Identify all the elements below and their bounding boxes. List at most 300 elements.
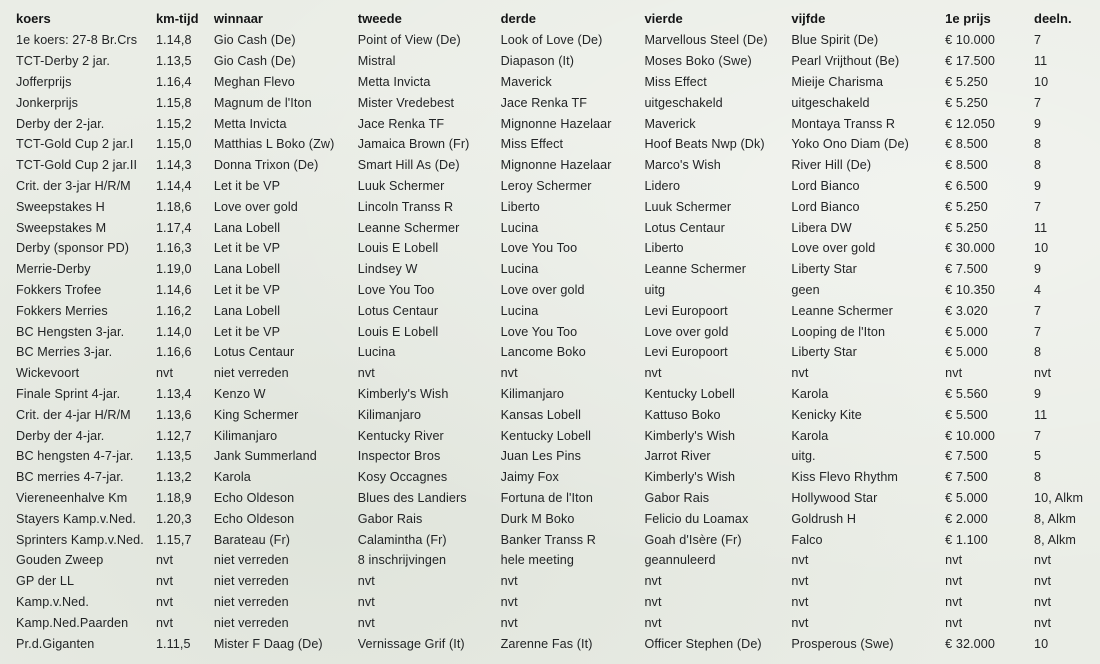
cell-derde: Kilimanjaro bbox=[500, 386, 565, 401]
table-row bbox=[16, 134, 1100, 155]
cell-tweede: Calamintha (Fr) bbox=[357, 532, 447, 547]
cell-1e-prijs: € 8.500 bbox=[945, 158, 988, 173]
cell-deeln: nvt bbox=[1034, 366, 1052, 381]
cell-tweede: Kosy Occagnes bbox=[357, 470, 448, 485]
cell-winnaar: niet verreden bbox=[213, 594, 289, 609]
cell-km-tijd: 1.14,8 bbox=[155, 33, 192, 48]
cell-1e-prijs: € 32.000 bbox=[945, 636, 995, 651]
cell-1e-prijs: € 5.000 bbox=[945, 345, 988, 360]
cell-derde: Look of Love (De) bbox=[500, 33, 603, 48]
cell-derde: Mignonne Hazelaar bbox=[500, 158, 612, 173]
cell-vierde: Goah d'Isère (Fr) bbox=[644, 532, 742, 547]
table-row bbox=[16, 571, 1100, 592]
cell-winnaar: Let it be VP bbox=[213, 178, 281, 193]
cell-derde: Love over gold bbox=[500, 282, 585, 297]
cell-km-tijd: 1.14,6 bbox=[155, 282, 192, 297]
cell-koers: Gouden Zweep bbox=[16, 553, 104, 568]
cell-deeln: 7 bbox=[1034, 33, 1042, 48]
cell-koers: Crit. der 4-jar H/R/M bbox=[16, 407, 131, 422]
cell-deeln: 4 bbox=[1034, 282, 1042, 297]
cell-koers: Crit. der 3-jar H/R/M bbox=[16, 178, 131, 193]
cell-deeln: 7 bbox=[1034, 95, 1042, 110]
table-row bbox=[16, 280, 1100, 301]
cell-derde: Fortuna de l'Iton bbox=[500, 490, 593, 505]
cell-deeln: 9 bbox=[1034, 386, 1042, 401]
cell-1e-prijs: nvt bbox=[945, 553, 963, 568]
cell-km-tijd: 1.19,0 bbox=[155, 262, 192, 277]
cell-derde: Durk M Boko bbox=[500, 511, 575, 526]
cell-vijfde: nvt bbox=[791, 615, 809, 630]
cell-tweede: Mister Vredebest bbox=[357, 95, 455, 110]
cell-km-tijd: nvt bbox=[155, 615, 174, 630]
cell-vijfde: Karola bbox=[791, 386, 829, 401]
cell-tweede: Lindsey W bbox=[357, 262, 418, 277]
table-row bbox=[16, 592, 1100, 613]
cell-deeln: nvt bbox=[1034, 553, 1052, 568]
cell-tweede: Kimberly's Wish bbox=[357, 386, 449, 401]
table-row bbox=[16, 72, 1100, 93]
cell-winnaar: Metta Invicta bbox=[213, 116, 287, 131]
cell-tweede: nvt bbox=[357, 574, 375, 589]
cell-winnaar: niet verreden bbox=[213, 574, 289, 589]
cell-derde: Juan Les Pins bbox=[500, 449, 582, 464]
cell-vierde: uitg bbox=[644, 282, 666, 297]
cell-vierde: Moses Boko (Swe) bbox=[644, 54, 752, 69]
cell-koers: Merrie-Derby bbox=[16, 262, 91, 277]
cell-vijfde: Pearl Vrijthout (Be) bbox=[791, 54, 900, 69]
cell-winnaar: Love over gold bbox=[213, 199, 298, 214]
cell-vierde: nvt bbox=[644, 574, 662, 589]
cell-winnaar: Jank Summerland bbox=[213, 449, 317, 464]
cell-koers: BC Hengsten 3-jar. bbox=[16, 324, 125, 339]
cell-winnaar: Lana Lobell bbox=[213, 262, 281, 277]
cell-koers: Kamp.v.Ned. bbox=[16, 594, 89, 609]
header-tweede: tweede bbox=[357, 10, 402, 26]
cell-vijfde: geen bbox=[791, 282, 820, 297]
cell-vijfde: River Hill (De) bbox=[791, 158, 872, 173]
cell-koers: Jofferprijs bbox=[16, 74, 72, 89]
cell-tweede: Smart Hill As (De) bbox=[357, 158, 460, 173]
cell-km-tijd: 1.16,6 bbox=[155, 345, 192, 360]
cell-winnaar: Let it be VP bbox=[213, 282, 281, 297]
cell-vierde: Levi Europoort bbox=[644, 345, 728, 360]
cell-vijfde: Mieije Charisma bbox=[791, 74, 884, 89]
cell-vierde: Kimberly's Wish bbox=[644, 470, 736, 485]
cell-deeln: nvt bbox=[1034, 615, 1052, 630]
table-row bbox=[16, 51, 1100, 72]
cell-vierde: Liberto bbox=[644, 241, 684, 256]
cell-koers: BC Merries 3-jar. bbox=[16, 345, 113, 360]
table-row bbox=[16, 176, 1100, 197]
cell-1e-prijs: € 7.500 bbox=[945, 470, 988, 485]
cell-vijfde: nvt bbox=[791, 366, 809, 381]
cell-vierde: Marco's Wish bbox=[644, 158, 721, 173]
table-row bbox=[16, 404, 1100, 425]
cell-derde: Lucina bbox=[500, 262, 539, 277]
cell-winnaar: Donna Trixon (De) bbox=[213, 158, 319, 173]
cell-deeln: 9 bbox=[1034, 178, 1042, 193]
table-row bbox=[16, 550, 1100, 571]
cell-deeln: 9 bbox=[1034, 116, 1042, 131]
cell-winnaar: Mister F Daag (De) bbox=[213, 636, 323, 651]
cell-deeln: 9 bbox=[1034, 262, 1042, 277]
cell-winnaar: Kenzo W bbox=[213, 386, 266, 401]
cell-winnaar: Lotus Centaur bbox=[213, 345, 295, 360]
cell-vijfde: Libera DW bbox=[791, 220, 852, 235]
header-vierde: vierde bbox=[644, 10, 683, 26]
cell-deeln: 10 bbox=[1034, 74, 1049, 89]
cell-deeln: 5 bbox=[1034, 449, 1042, 464]
cell-tweede: Jace Renka TF bbox=[357, 116, 445, 131]
cell-tweede: Vernissage Grif (It) bbox=[357, 636, 465, 651]
cell-deeln: 10 bbox=[1034, 241, 1049, 256]
cell-tweede: Louis E Lobell bbox=[357, 324, 439, 339]
cell-vijfde: Love over gold bbox=[791, 241, 876, 256]
header-koers: koers bbox=[16, 10, 51, 26]
cell-koers: 1e koers: 27-8 Br.Crs bbox=[16, 33, 138, 48]
cell-tweede: Louis E Lobell bbox=[357, 241, 439, 256]
cell-1e-prijs: € 5.250 bbox=[945, 220, 988, 235]
cell-vijfde: Lord Bianco bbox=[791, 199, 860, 214]
cell-km-tijd: 1.16,3 bbox=[155, 241, 192, 256]
cell-derde: nvt bbox=[500, 615, 518, 630]
cell-tweede: Point of View (De) bbox=[357, 33, 461, 48]
table-row bbox=[16, 217, 1100, 238]
header-winnaar: winnaar bbox=[213, 10, 263, 26]
table-row bbox=[16, 92, 1100, 113]
cell-winnaar: Magnum de l'Iton bbox=[213, 95, 312, 110]
cell-winnaar: Echo Oldeson bbox=[213, 511, 295, 526]
cell-winnaar: Barateau (Fr) bbox=[213, 532, 291, 547]
cell-vierde: Felicio du Loamax bbox=[644, 511, 749, 526]
cell-derde: Lucina bbox=[500, 220, 539, 235]
cell-tweede: Gabor Rais bbox=[357, 511, 423, 526]
cell-vierde: Hoof Beats Nwp (Dk) bbox=[644, 137, 765, 152]
cell-km-tijd: 1.15,0 bbox=[155, 137, 192, 152]
cell-tweede: nvt bbox=[357, 615, 375, 630]
cell-1e-prijs: € 10.000 bbox=[945, 33, 995, 48]
cell-deeln: 8, Alkm bbox=[1034, 532, 1076, 547]
cell-koers: Sweepstakes H bbox=[16, 199, 105, 214]
cell-winnaar: King Schermer bbox=[213, 407, 299, 422]
table-row bbox=[16, 155, 1100, 176]
cell-tweede: Jamaica Brown (Fr) bbox=[357, 137, 470, 152]
header-derde: derde bbox=[500, 10, 537, 26]
cell-winnaar: Let it be VP bbox=[213, 241, 281, 256]
cell-tweede: Leanne Schermer bbox=[357, 220, 460, 235]
cell-1e-prijs: € 10.350 bbox=[945, 282, 995, 297]
table-row bbox=[16, 363, 1100, 384]
table-body bbox=[16, 30, 1100, 654]
cell-derde: Jaimy Fox bbox=[500, 470, 559, 485]
cell-vijfde: Kiss Flevo Rhythm bbox=[791, 470, 899, 485]
cell-km-tijd: 1.17,4 bbox=[155, 220, 192, 235]
cell-winnaar: Lana Lobell bbox=[213, 220, 281, 235]
cell-deeln: 11 bbox=[1034, 220, 1048, 235]
cell-tweede: Lincoln Transs R bbox=[357, 199, 454, 214]
cell-derde: Lucina bbox=[500, 303, 539, 318]
cell-vijfde: nvt bbox=[791, 574, 809, 589]
cell-vijfde: uitgeschakeld bbox=[791, 95, 870, 110]
cell-derde: Banker Transs R bbox=[500, 532, 596, 547]
cell-derde: Lancome Boko bbox=[500, 345, 586, 360]
cell-vierde: Lotus Centaur bbox=[644, 220, 725, 235]
cell-tweede: Love You Too bbox=[357, 282, 435, 297]
cell-km-tijd: 1.11,5 bbox=[155, 636, 191, 651]
cell-km-tijd: nvt bbox=[155, 366, 174, 381]
cell-winnaar: niet verreden bbox=[213, 553, 289, 568]
cell-derde: Mignonne Hazelaar bbox=[500, 116, 612, 131]
cell-derde: nvt bbox=[500, 366, 518, 381]
cell-km-tijd: 1.13,5 bbox=[155, 54, 192, 69]
cell-deeln: 8 bbox=[1034, 158, 1042, 173]
header-1e-prijs: 1e prijs bbox=[945, 10, 991, 26]
cell-vijfde: uitg. bbox=[791, 449, 816, 464]
cell-km-tijd: 1.15,8 bbox=[155, 95, 192, 110]
cell-vijfde: Yoko Ono Diam (De) bbox=[791, 137, 909, 152]
table-row bbox=[16, 425, 1100, 446]
cell-deeln: 7 bbox=[1034, 199, 1042, 214]
cell-km-tijd: 1.18,6 bbox=[155, 199, 192, 214]
cell-koers: BC hengsten 4-7-jar. bbox=[16, 449, 134, 464]
cell-winnaar: Matthias L Boko (Zw) bbox=[213, 137, 335, 152]
cell-km-tijd: nvt bbox=[155, 594, 174, 609]
cell-vijfde: Falco bbox=[791, 532, 823, 547]
cell-1e-prijs: € 5.500 bbox=[945, 407, 988, 422]
cell-koers: Derby der 2-jar. bbox=[16, 116, 105, 131]
cell-koers: Viereneenhalve Km bbox=[16, 490, 128, 505]
cell-vijfde: Liberty Star bbox=[791, 345, 857, 360]
cell-derde: Love You Too bbox=[500, 324, 578, 339]
table-row bbox=[16, 488, 1100, 509]
cell-deeln: 7 bbox=[1034, 303, 1042, 318]
cell-winnaar: Gio Cash (De) bbox=[213, 33, 296, 48]
cell-km-tijd: 1.16,2 bbox=[155, 303, 192, 318]
cell-tweede: Lotus Centaur bbox=[357, 303, 439, 318]
header-vijfde: vijfde bbox=[791, 10, 826, 26]
cell-vierde: Marvellous Steel (De) bbox=[644, 33, 768, 48]
cell-koers: Fokkers Merries bbox=[16, 303, 108, 318]
cell-km-tijd: 1.14,0 bbox=[155, 324, 192, 339]
cell-vijfde: Goldrush H bbox=[791, 511, 857, 526]
cell-deeln: 10, Alkm bbox=[1034, 490, 1084, 505]
table-row bbox=[16, 612, 1100, 633]
cell-1e-prijs: € 5.000 bbox=[945, 490, 988, 505]
cell-derde: nvt bbox=[500, 594, 518, 609]
cell-derde: Miss Effect bbox=[500, 137, 564, 152]
cell-deeln: nvt bbox=[1034, 594, 1052, 609]
cell-deeln: 8 bbox=[1034, 470, 1042, 485]
cell-vijfde: Prosperous (Swe) bbox=[791, 636, 894, 651]
cell-km-tijd: 1.15,7 bbox=[155, 532, 192, 547]
cell-vijfde: Kenicky Kite bbox=[791, 407, 862, 422]
cell-derde: hele meeting bbox=[500, 553, 574, 568]
cell-deeln: 11 bbox=[1034, 407, 1048, 422]
cell-1e-prijs: € 17.500 bbox=[945, 54, 995, 69]
cell-koers: Derby der 4-jar. bbox=[16, 428, 105, 443]
header-km-tijd: km-tijd bbox=[155, 10, 199, 26]
cell-deeln: 7 bbox=[1034, 324, 1042, 339]
cell-km-tijd: nvt bbox=[155, 553, 174, 568]
cell-winnaar: Meghan Flevo bbox=[213, 74, 295, 89]
cell-koers: TCT-Derby 2 jar. bbox=[16, 54, 110, 69]
cell-1e-prijs: € 5.250 bbox=[945, 95, 988, 110]
cell-vierde: Gabor Rais bbox=[644, 490, 710, 505]
table-header-row bbox=[16, 6, 1100, 30]
cell-tweede: Mistral bbox=[357, 54, 396, 69]
cell-winnaar: niet verreden bbox=[213, 615, 289, 630]
cell-vierde: Officer Stephen (De) bbox=[644, 636, 762, 651]
cell-vierde: Leanne Schermer bbox=[644, 262, 747, 277]
table-row bbox=[16, 321, 1100, 342]
cell-vijfde: Karola bbox=[791, 428, 829, 443]
cell-koers: Derby (sponsor PD) bbox=[16, 241, 130, 256]
table-row bbox=[16, 384, 1100, 405]
cell-derde: nvt bbox=[500, 574, 518, 589]
cell-1e-prijs: € 5.000 bbox=[945, 324, 988, 339]
cell-deeln: 10 bbox=[1034, 636, 1049, 651]
cell-1e-prijs: € 3.020 bbox=[945, 303, 988, 318]
cell-koers: Jonkerprijs bbox=[16, 95, 78, 110]
cell-vierde: nvt bbox=[644, 615, 662, 630]
cell-1e-prijs: € 2.000 bbox=[945, 511, 988, 526]
cell-vierde: Kimberly's Wish bbox=[644, 428, 736, 443]
cell-km-tijd: 1.13,4 bbox=[155, 386, 192, 401]
cell-winnaar: Let it be VP bbox=[213, 324, 281, 339]
cell-vierde: Kattuso Boko bbox=[644, 407, 721, 422]
table-row bbox=[16, 259, 1100, 280]
table-row bbox=[16, 508, 1100, 529]
cell-tweede: Lucina bbox=[357, 345, 396, 360]
cell-koers: Fokkers Trofee bbox=[16, 282, 102, 297]
cell-koers: Finale Sprint 4-jar. bbox=[16, 386, 121, 401]
cell-km-tijd: 1.15,2 bbox=[155, 116, 192, 131]
cell-koers: Sweepstakes M bbox=[16, 220, 107, 235]
cell-tweede: nvt bbox=[357, 366, 375, 381]
cell-vijfde: nvt bbox=[791, 594, 809, 609]
cell-koers: TCT-Gold Cup 2 jar.I bbox=[16, 137, 134, 152]
cell-1e-prijs: € 5.250 bbox=[945, 199, 988, 214]
cell-koers: Wickevoort bbox=[16, 366, 80, 381]
cell-koers: BC merries 4-7-jar. bbox=[16, 470, 124, 485]
cell-1e-prijs: € 10.000 bbox=[945, 428, 995, 443]
table-row bbox=[16, 446, 1100, 467]
cell-vierde: Maverick bbox=[644, 116, 696, 131]
table-row bbox=[16, 467, 1100, 488]
cell-tweede: Kentucky River bbox=[357, 428, 444, 443]
cell-deeln: 7 bbox=[1034, 428, 1042, 443]
cell-derde: Diapason (It) bbox=[500, 54, 575, 69]
cell-deeln: 8 bbox=[1034, 345, 1042, 360]
cell-deeln: 11 bbox=[1034, 54, 1048, 69]
cell-tweede: 8 inschrijvingen bbox=[357, 553, 447, 568]
cell-derde: Kansas Lobell bbox=[500, 407, 582, 422]
cell-vierde: Luuk Schermer bbox=[644, 199, 732, 214]
cell-derde: Love You Too bbox=[500, 241, 578, 256]
cell-winnaar: Echo Oldeson bbox=[213, 490, 295, 505]
table-row bbox=[16, 238, 1100, 259]
cell-vijfde: Liberty Star bbox=[791, 262, 857, 277]
cell-vierde: Love over gold bbox=[644, 324, 729, 339]
cell-vijfde: Hollywood Star bbox=[791, 490, 878, 505]
cell-winnaar: niet verreden bbox=[213, 366, 289, 381]
cell-vierde: Jarrot River bbox=[644, 449, 711, 464]
cell-deeln: 8 bbox=[1034, 137, 1042, 152]
cell-km-tijd: 1.16,4 bbox=[155, 74, 192, 89]
cell-vierde: nvt bbox=[644, 366, 662, 381]
cell-vierde: Levi Europoort bbox=[644, 303, 728, 318]
cell-winnaar: Kilimanjaro bbox=[213, 428, 278, 443]
cell-1e-prijs: € 1.100 bbox=[945, 532, 988, 547]
table-row bbox=[16, 342, 1100, 363]
cell-km-tijd: 1.18,9 bbox=[155, 490, 192, 505]
cell-tweede: Kilimanjaro bbox=[357, 407, 422, 422]
cell-km-tijd: 1.14,3 bbox=[155, 158, 192, 173]
cell-1e-prijs: € 5.250 bbox=[945, 74, 988, 89]
table-row bbox=[16, 196, 1100, 217]
cell-1e-prijs: nvt bbox=[945, 574, 963, 589]
cell-vierde: nvt bbox=[644, 594, 662, 609]
cell-km-tijd: 1.20,3 bbox=[155, 511, 192, 526]
cell-koers: GP der LL bbox=[16, 574, 75, 589]
cell-vijfde: nvt bbox=[791, 553, 809, 568]
header-deeln: deeln. bbox=[1034, 10, 1072, 26]
cell-vijfde: Leanne Schermer bbox=[791, 303, 893, 318]
cell-derde: Zarenne Fas (It) bbox=[500, 636, 593, 651]
cell-winnaar: Lana Lobell bbox=[213, 303, 281, 318]
cell-1e-prijs: € 7.500 bbox=[945, 449, 988, 464]
table-row bbox=[16, 30, 1100, 51]
cell-1e-prijs: nvt bbox=[945, 615, 963, 630]
cell-derde: Maverick bbox=[500, 74, 552, 89]
cell-vierde: uitgeschakeld bbox=[644, 95, 723, 110]
cell-tweede: Blues des Landiers bbox=[357, 490, 467, 505]
cell-vierde: Kentucky Lobell bbox=[644, 386, 735, 401]
cell-derde: Liberto bbox=[500, 199, 540, 214]
race-results-table bbox=[16, 6, 1100, 654]
cell-1e-prijs: € 6.500 bbox=[945, 178, 988, 193]
cell-tweede: Inspector Bros bbox=[357, 449, 441, 464]
cell-1e-prijs: € 7.500 bbox=[945, 262, 988, 277]
cell-derde: Leroy Schermer bbox=[500, 178, 592, 193]
cell-derde: Kentucky Lobell bbox=[500, 428, 592, 443]
cell-km-tijd: 1.14,4 bbox=[155, 178, 192, 193]
table-row bbox=[16, 300, 1100, 321]
cell-vierde: Miss Effect bbox=[644, 74, 707, 89]
cell-winnaar: Gio Cash (De) bbox=[213, 54, 296, 69]
table-row bbox=[16, 529, 1100, 550]
cell-koers: Pr.d.Giganten bbox=[16, 636, 95, 651]
cell-vijfde: Blue Spirit (De) bbox=[791, 33, 879, 48]
cell-1e-prijs: € 8.500 bbox=[945, 137, 988, 152]
cell-koers: Stayers Kamp.v.Ned. bbox=[16, 511, 136, 526]
cell-tweede: nvt bbox=[357, 594, 375, 609]
cell-km-tijd: 1.13,6 bbox=[155, 407, 192, 422]
cell-koers: Sprinters Kamp.v.Ned. bbox=[16, 532, 144, 547]
cell-vierde: Lidero bbox=[644, 178, 681, 193]
cell-tweede: Metta Invicta bbox=[357, 74, 431, 89]
cell-vierde: geannuleerd bbox=[644, 553, 716, 568]
cell-deeln: nvt bbox=[1034, 574, 1052, 589]
cell-km-tijd: nvt bbox=[155, 574, 174, 589]
cell-1e-prijs: € 12.050 bbox=[945, 116, 995, 131]
cell-vijfde: Lord Bianco bbox=[791, 178, 860, 193]
cell-km-tijd: 1.13,5 bbox=[155, 449, 192, 464]
table-row bbox=[16, 633, 1100, 654]
cell-1e-prijs: € 5.560 bbox=[945, 386, 988, 401]
cell-deeln: 8, Alkm bbox=[1034, 511, 1076, 526]
cell-1e-prijs: € 30.000 bbox=[945, 241, 995, 256]
